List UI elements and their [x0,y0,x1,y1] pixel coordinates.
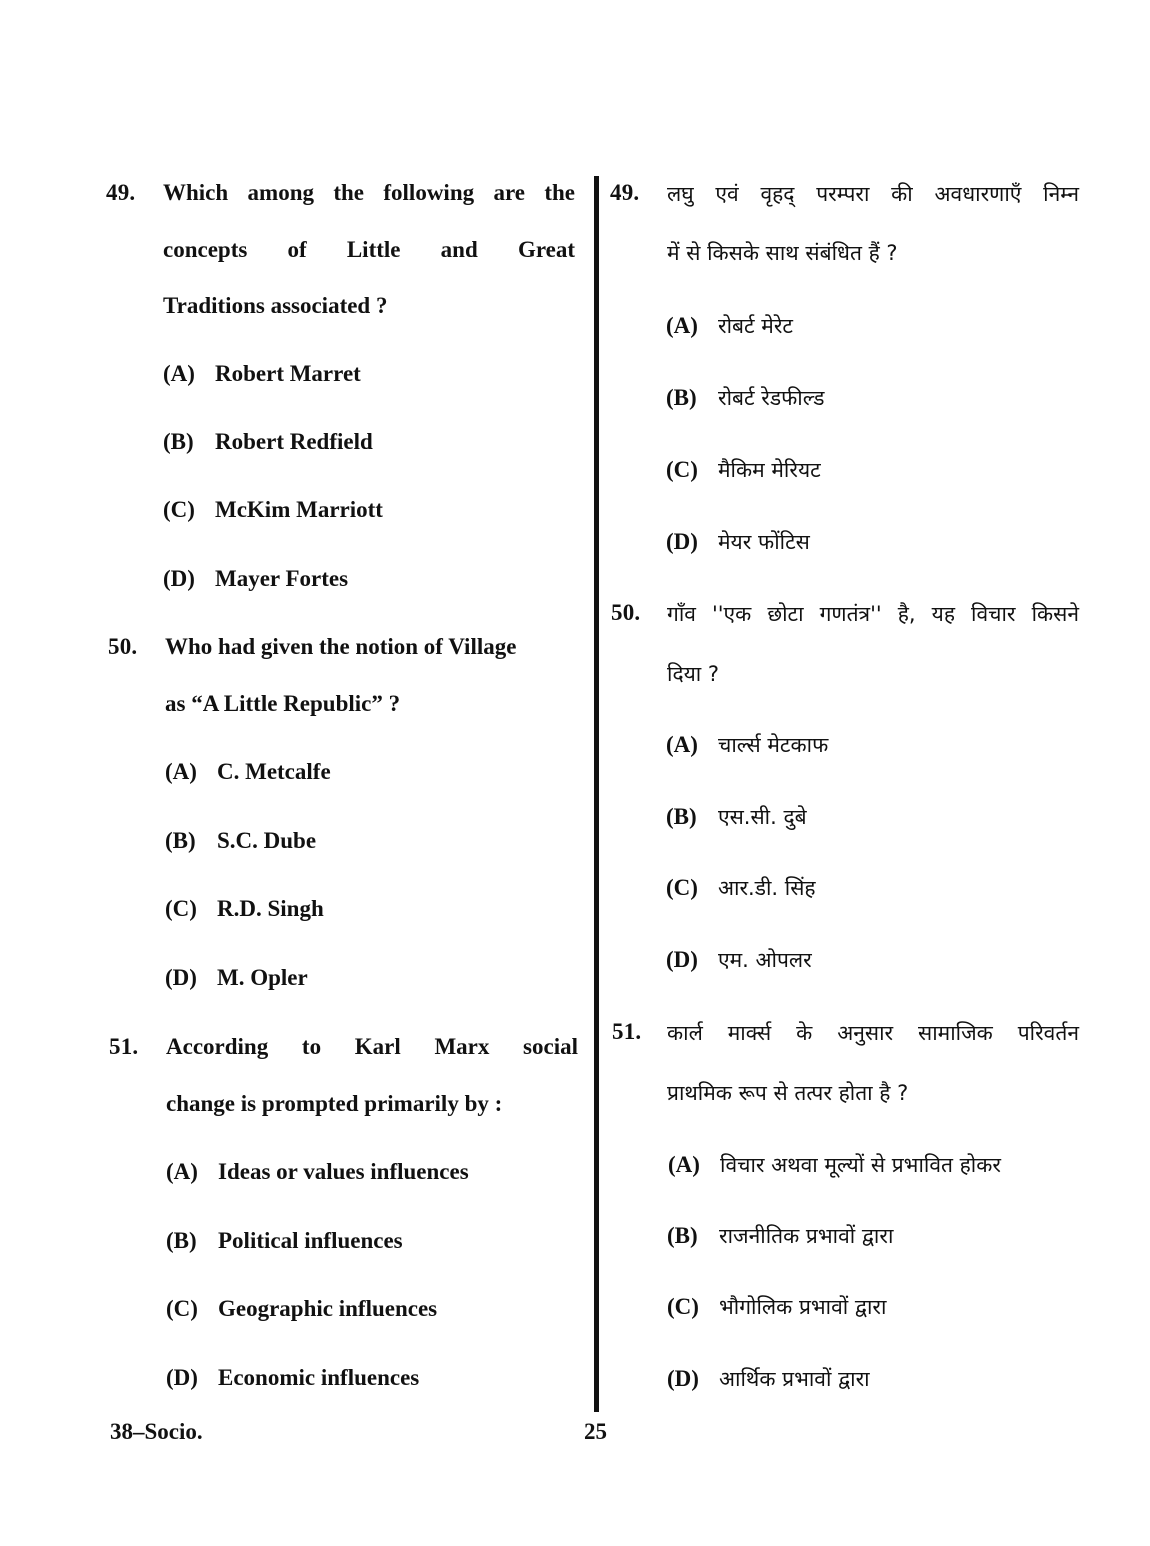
option-letter: (A) [166,1159,198,1184]
question-text-line: गाँव ''एक छोटा गणतंत्र'' है, यह विचार किसने [667,602,1079,626]
option-letter: (A) [165,759,197,784]
option-letter: (B) [666,385,697,410]
option-c [166,1296,437,1322]
option-d [666,528,810,556]
option-b [667,1222,893,1250]
option-letter: (B) [166,1228,197,1253]
option-letter: (C) [667,1294,699,1319]
option-b [165,828,316,854]
option-letter: (B) [666,804,697,829]
option-letter: (C) [666,875,698,900]
paper-code: 38–Socio. [110,1419,203,1444]
option-letter: (D) [165,965,197,990]
option-text: McKim Marriott [215,497,383,522]
option-letter: (B) [163,429,194,454]
option-text: विचार अथवा मूल्यों से प्रभावित होकर [720,1153,1001,1177]
option-letter: (C) [165,896,197,921]
option-d [666,946,812,974]
option-a [668,1151,1001,1179]
option-text: रोबर्ट मेरेट [718,314,794,338]
option-letter: (D) [666,529,698,554]
question-text-line: लघु एवं वृहद् परम्परा की अवधारणाएँ निम्न [667,182,1079,206]
option-text: भौगोलिक प्रभावों द्वारा [719,1295,887,1319]
option-a [666,731,828,759]
option-letter: (A) [666,313,698,338]
question-number: 50. [611,600,641,625]
option-text: आर.डी. सिंह [718,876,816,900]
option-letter: (D) [666,947,698,972]
question-text-line: According to Karl Marx social [166,1034,578,1059]
option-c [667,1293,886,1321]
option-text: Robert Marret [215,361,361,386]
option-c [666,456,821,484]
question-text-line: कार्ल मार्क्स के अनुसार सामाजिक परिवर्तन [667,1021,1079,1045]
option-text: मेयर फोंटिस [718,530,810,554]
question-text-line: concepts of Little and Great [163,237,575,262]
option-text: एस.सी. दुबे [718,805,807,829]
option-b [163,429,373,455]
option-a [666,312,793,340]
option-a [166,1159,469,1185]
question-text-line: change is prompted primarily by : [166,1091,503,1116]
option-letter: (B) [667,1223,698,1248]
option-c [165,896,324,922]
question-text-line: प्राथमिक रूप से तत्पर होता है ? [667,1081,909,1105]
option-letter: (D) [667,1366,699,1391]
option-text: Mayer Fortes [215,566,349,591]
question-text-line: as “A Little Republic” ? [165,691,401,716]
question-text-line: दिया ? [667,662,720,686]
option-letter: (A) [163,361,195,386]
option-text: Political influences [218,1228,403,1253]
question-text-line: में से किसके साथ संबंधित हैं ? [667,241,898,265]
option-text: राजनीतिक प्रभावों द्वारा [719,1224,894,1248]
option-letter: (C) [163,497,195,522]
question-number: 49. [106,180,136,205]
option-text: रोबर्ट रेडफील्ड [718,386,825,410]
option-text: आर्थिक प्रभावों द्वारा [719,1367,870,1391]
option-b [666,803,807,831]
option-d [166,1365,419,1391]
option-d [667,1365,870,1393]
option-letter: (B) [165,828,196,853]
question-number: 50. [108,634,138,659]
option-text: C. Metcalfe [217,759,331,784]
option-letter: (C) [666,457,698,482]
question-text-line: Which among the following are the [163,180,575,205]
question-text-line: Who had given the notion of Village [165,634,517,659]
option-b [166,1228,403,1254]
option-text: S.C. Dube [217,828,317,853]
option-letter: (D) [163,566,195,591]
option-b [666,384,824,412]
option-text: Robert Redfield [215,429,373,454]
option-text: चार्ल्स मेटकाफ [718,733,829,757]
option-text: R.D. Singh [217,896,324,921]
option-a [163,361,361,387]
option-text: Geographic influences [218,1296,438,1321]
question-number: 51. [612,1019,642,1044]
question-number: 51. [109,1034,139,1059]
option-a [165,759,331,785]
option-text: Ideas or values influences [218,1159,469,1184]
option-letter: (A) [668,1152,700,1177]
column-divider [594,176,599,1412]
option-text: एम. ओपलर [718,948,812,972]
option-text: Economic influences [218,1365,420,1390]
option-d [165,965,308,991]
question-text-line: Traditions associated ? [163,293,388,318]
page-number: 25 [584,1419,607,1444]
option-letter: (C) [166,1296,198,1321]
option-text: M. Opler [217,965,308,990]
question-number: 49. [610,180,640,205]
option-letter: (D) [166,1365,198,1390]
option-letter: (A) [666,732,698,757]
option-d [163,566,348,592]
option-c [666,874,816,902]
option-c [163,497,383,523]
option-text: मैकिम मेरियट [718,458,821,482]
